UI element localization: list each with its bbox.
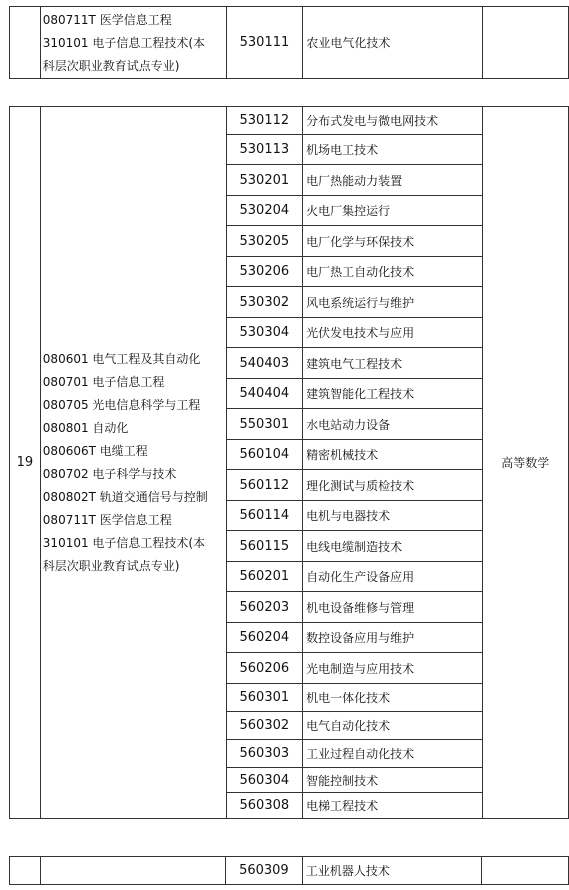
major-name-cell: 电厂热工自动化技术 [303, 257, 482, 287]
major-name-cell: 建筑电气工程技术 [303, 348, 482, 379]
code-cell: 530206 [226, 257, 303, 287]
code-cell: 560302 [226, 712, 303, 740]
major-name-cell: 机场电工技术 [303, 135, 482, 165]
code-cell: 560303 [226, 740, 303, 768]
source-major-line: 080606T 电缆工程 [42, 443, 148, 458]
code-cell: 560204 [226, 623, 303, 653]
source-major-line: 080702 电子科学与技术 [42, 466, 177, 481]
major-name-cell: 电厂化学与环保技术 [303, 226, 482, 257]
table-main-block [9, 106, 569, 819]
major-name-cell: 建筑智能化工程技术 [303, 379, 482, 409]
code-cell: 560104 [226, 440, 303, 470]
major-name-cell: 工业过程自动化技术 [303, 740, 482, 768]
code-cell: 530112 [226, 107, 303, 135]
major-name-cell: 电机与电器技术 [303, 501, 482, 531]
source-major-line: 080701 电子信息工程 [42, 374, 165, 389]
code-cell: 540403 [226, 348, 303, 379]
major-name-cell: 电线电缆制造技术 [303, 531, 482, 562]
source-major-line: 310101 电子信息工程技术(本 [42, 535, 206, 550]
code-cell: 560201 [226, 562, 303, 592]
major-name-cell: 机电一体化技术 [303, 684, 482, 712]
code-cell: 530201 [226, 165, 303, 196]
subject-cell: 高等数学 [482, 107, 569, 819]
major-name-cell: 光电制造与应用技术 [303, 653, 482, 684]
major-name-cell: 光伏发电技术与应用 [303, 318, 482, 348]
major-name-cell: 工业机器人技术 [302, 857, 482, 885]
major-name-cell: 智能控制技术 [303, 768, 482, 793]
table-row [10, 107, 569, 135]
source-major-line: 310101 电子信息工程技术(本 [42, 36, 206, 50]
code-cell: 560304 [226, 768, 303, 793]
major-name-cell: 分布式发电与微电网技术 [303, 107, 482, 135]
major-name-cell: 水电站动力设备 [303, 409, 482, 440]
number-cell [10, 7, 41, 79]
source-major-line: 080601 电气工程及其自动化 [42, 351, 201, 366]
code-cell: 560203 [226, 592, 303, 623]
code-cell: 530111 [226, 7, 303, 79]
code-cell: 560112 [226, 470, 303, 501]
code-cell: 560309 [225, 857, 302, 885]
number-cell [10, 857, 41, 885]
number-cell: 19 [10, 107, 41, 819]
major-name-cell: 机电设备维修与管理 [303, 592, 482, 623]
code-cell: 530304 [226, 318, 303, 348]
source-majors-cell [40, 857, 225, 885]
source-majors-cell [40, 107, 226, 819]
table-bottom-fragment [9, 856, 569, 885]
major-name-cell: 电气自动化技术 [303, 712, 482, 740]
code-cell: 560308 [226, 793, 303, 819]
major-name-cell: 数控设备应用与维护 [303, 623, 482, 653]
code-cell: 530302 [226, 287, 303, 318]
source-major-line: 080802T 轨道交通信号与控制 [42, 489, 208, 504]
table-top-fragment [9, 6, 569, 79]
source-major-line: 080711T 医学信息工程 [42, 13, 172, 27]
source-majors-cell [40, 7, 226, 79]
major-name-cell: 农业电气化技术 [303, 7, 482, 79]
code-cell: 560301 [226, 684, 303, 712]
source-major-line: 科层次职业教育试点专业) [42, 558, 180, 573]
source-major-line: 080711T 医学信息工程 [42, 512, 172, 527]
code-cell: 530205 [226, 226, 303, 257]
major-name-cell: 自动化生产设备应用 [303, 562, 482, 592]
major-name-cell: 电梯工程技术 [303, 793, 482, 819]
code-cell: 560206 [226, 653, 303, 684]
major-name-cell: 电厂热能动力装置 [303, 165, 482, 196]
code-cell: 550301 [226, 409, 303, 440]
code-cell: 530204 [226, 196, 303, 226]
table-row [10, 7, 569, 79]
source-major-line: 科层次职业教育试点专业) [42, 59, 180, 73]
code-cell: 560114 [226, 501, 303, 531]
code-cell: 540404 [226, 379, 303, 409]
major-name-cell: 理化测试与质检技术 [303, 470, 482, 501]
table-row [10, 857, 569, 885]
source-major-line: 080705 光电信息科学与工程 [42, 397, 201, 412]
major-name-cell: 精密机械技术 [303, 440, 482, 470]
code-cell: 530113 [226, 135, 303, 165]
major-name-cell: 风电系统运行与维护 [303, 287, 482, 318]
subject-cell [482, 7, 568, 79]
subject-cell [482, 857, 569, 885]
major-name-cell: 火电厂集控运行 [303, 196, 482, 226]
source-major-line: 080801 自动化 [42, 420, 129, 435]
code-cell: 560115 [226, 531, 303, 562]
